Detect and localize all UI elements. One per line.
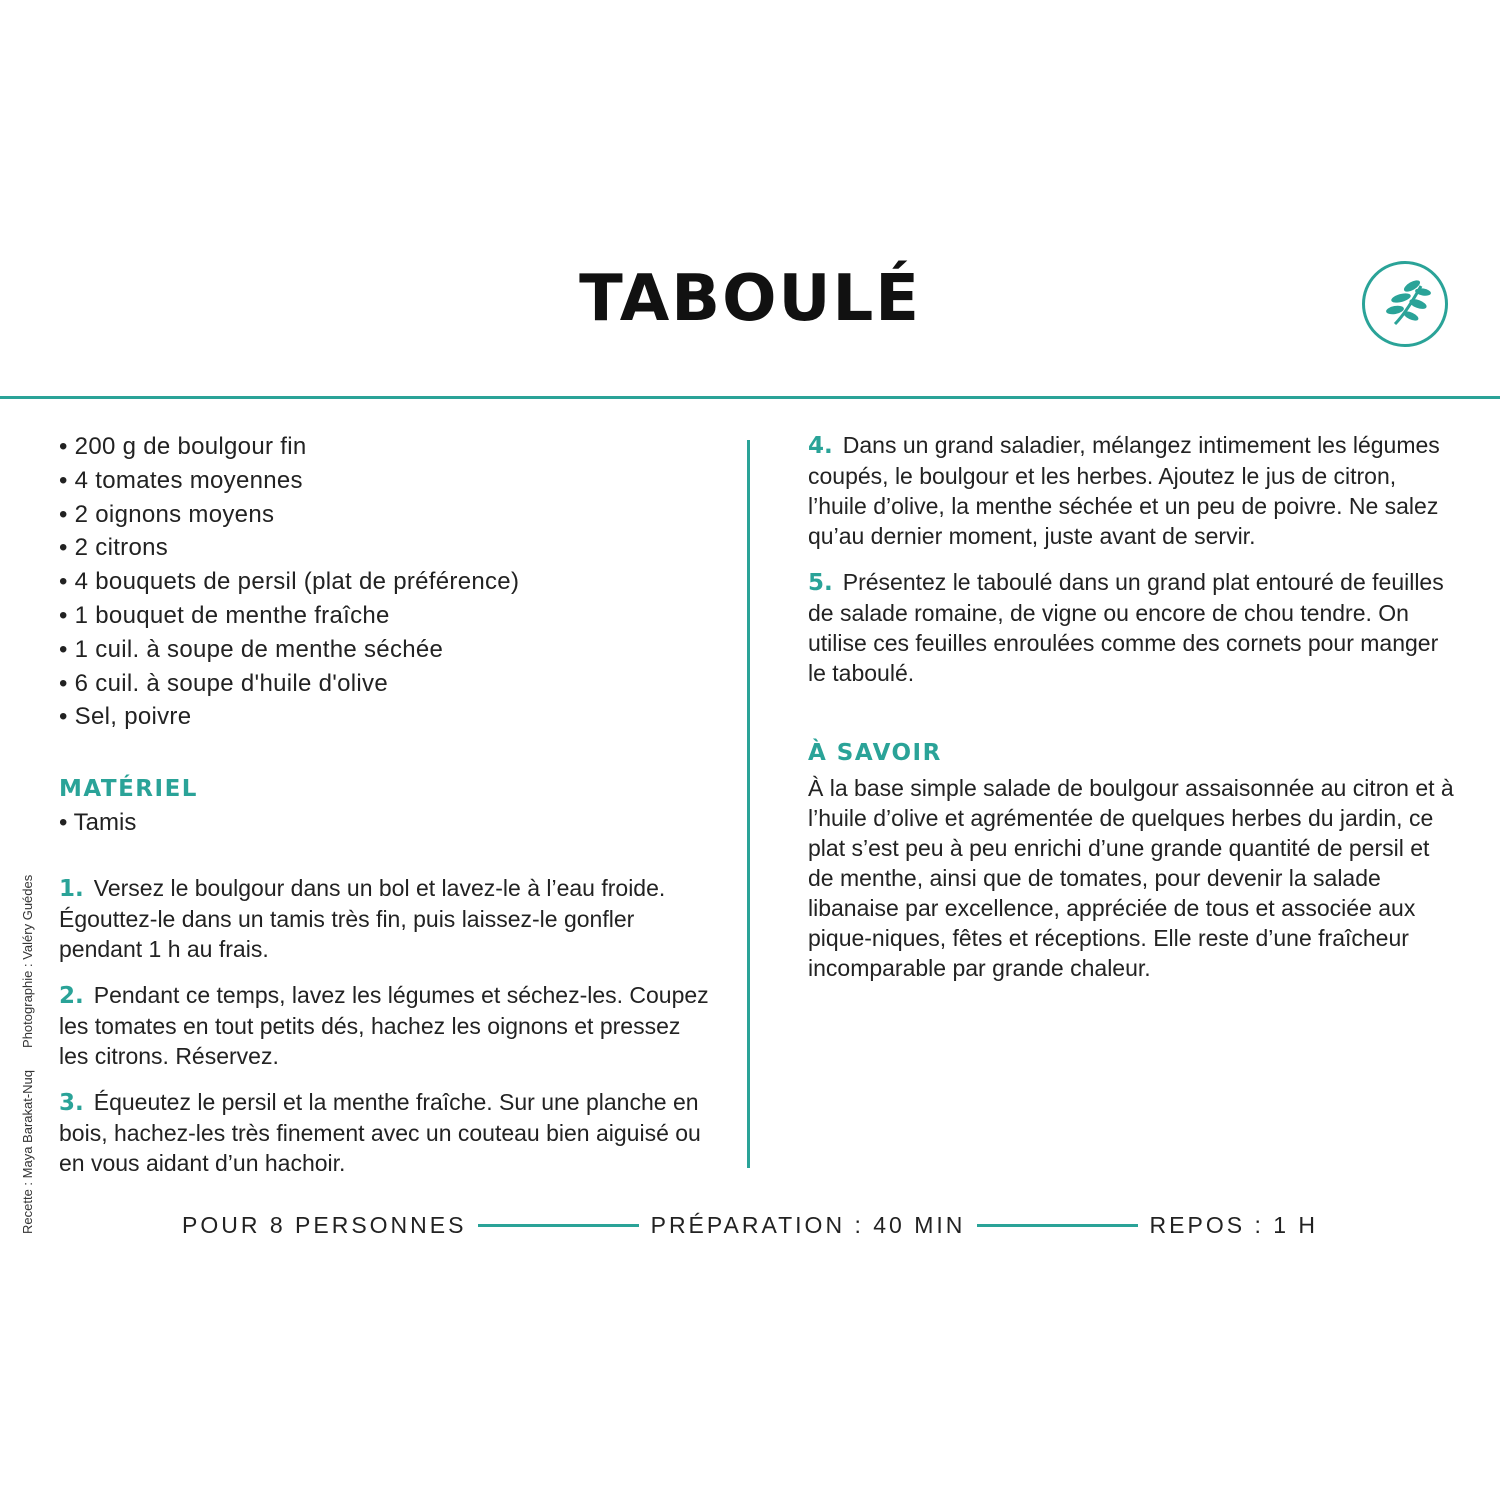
step-1 bbox=[59, 873, 709, 964]
a-savoir-text: À la base simple salade de boulgour assaisonnée au citron et à l’huile d’olive et agrémentée de quelques herbes du jardin, ce plat s’est peu à peu enrichi d’une grande quantité de persil et de menthe, ainsi que de tomates, pour devenir la salade libanaise par excellence, appréciée de tous et associée aux pique-niques, fêtes et réceptions. Elle reste d’une fraîcheur incomparable par grande chaleur. bbox=[808, 775, 1454, 981]
ingredient-item: • 2 oignons moyens bbox=[59, 498, 709, 532]
step-text: Présentez le taboulé dans un grand plat entouré de feuilles de salade romaine, de vigne ou encore de chou tendre. On utilise ces feuilles enroulées comme des cornets pour manger le taboulé. bbox=[808, 569, 1444, 686]
header-divider bbox=[0, 396, 1500, 399]
step-text: Équeutez le persil et la menthe fraîche. Sur une planche en bois, hachez-les très finement avec un couteau bien aiguisé ou en vous aidant d’un hachoir. bbox=[59, 1089, 701, 1177]
footer-divider bbox=[977, 1224, 1137, 1227]
recipe-info-bar bbox=[182, 1208, 1318, 1242]
steps-list-left bbox=[59, 873, 709, 1178]
step-number: 4. bbox=[808, 433, 833, 459]
rest-time: REPOS : 1 H bbox=[1149, 1211, 1319, 1238]
materiel-item: • Tamis bbox=[59, 806, 709, 840]
ingredient-list bbox=[59, 430, 709, 734]
step-3 bbox=[59, 1087, 709, 1178]
category-badge bbox=[1362, 261, 1448, 347]
step-text: Dans un grand saladier, mélangez intimement les légumes coupés, le boulgour et les herbes. Ajoutez le jus de citron, l’huile d’olive, la menthe séchée et un peu de poivre. Ne salez qu’au dernier moment, juste avant de servir. bbox=[808, 432, 1440, 549]
step-number: 3. bbox=[59, 1090, 84, 1117]
servings: POUR 8 PERSONNES bbox=[182, 1211, 467, 1238]
photo-credit: Photographie : Valéry Guédes bbox=[20, 874, 35, 1048]
page-title: TABOULÉ bbox=[579, 262, 921, 336]
ingredient-item: • 4 tomates moyennes bbox=[59, 464, 709, 498]
step-text: Versez le boulgour dans un bol et lavez-le à l’eau froide. Égouttez-le dans un tamis très fin, puis laissez-le gonfler pendant 1 h au frais. bbox=[59, 875, 666, 963]
step-5 bbox=[808, 567, 1458, 688]
ingredient-item: • Sel, poivre bbox=[59, 700, 709, 734]
step-4 bbox=[808, 430, 1458, 551]
column-divider bbox=[747, 440, 750, 1168]
preparation-time: PRÉPARATION : 40 MIN bbox=[650, 1211, 966, 1238]
a-savoir-heading: À SAVOIR bbox=[808, 740, 942, 766]
footer-divider bbox=[478, 1224, 638, 1227]
step-text: Pendant ce temps, lavez les légumes et séchez-les. Coupez les tomates en tout petits dés, hachez les oignons et pressez les citrons. Réservez. bbox=[59, 982, 709, 1070]
ingredient-item: • 200 g de boulgour fin bbox=[59, 430, 709, 464]
ingredient-item: • 2 citrons bbox=[59, 531, 709, 565]
step-number: 2. bbox=[59, 983, 84, 1010]
ingredient-item: • 4 bouquets de persil (plat de préférence) bbox=[59, 565, 709, 599]
ingredient-item: • 1 bouquet de menthe fraîche bbox=[59, 599, 709, 633]
credits bbox=[20, 875, 35, 1234]
left-column bbox=[59, 430, 709, 1194]
step-2 bbox=[59, 980, 709, 1071]
materiel-heading: MATÉRIEL bbox=[59, 776, 198, 803]
ingredient-item: • 1 cuil. à soupe de menthe séchée bbox=[59, 633, 709, 667]
right-column bbox=[808, 430, 1458, 983]
herb-leaf-icon bbox=[1365, 264, 1445, 344]
step-number: 5. bbox=[808, 570, 833, 596]
ingredient-item: • 6 cuil. à soupe d'huile d'olive bbox=[59, 667, 709, 701]
recipe-credit: Recette : Maya Barakat-Nuq bbox=[20, 1069, 35, 1234]
step-number: 1. bbox=[59, 876, 84, 903]
